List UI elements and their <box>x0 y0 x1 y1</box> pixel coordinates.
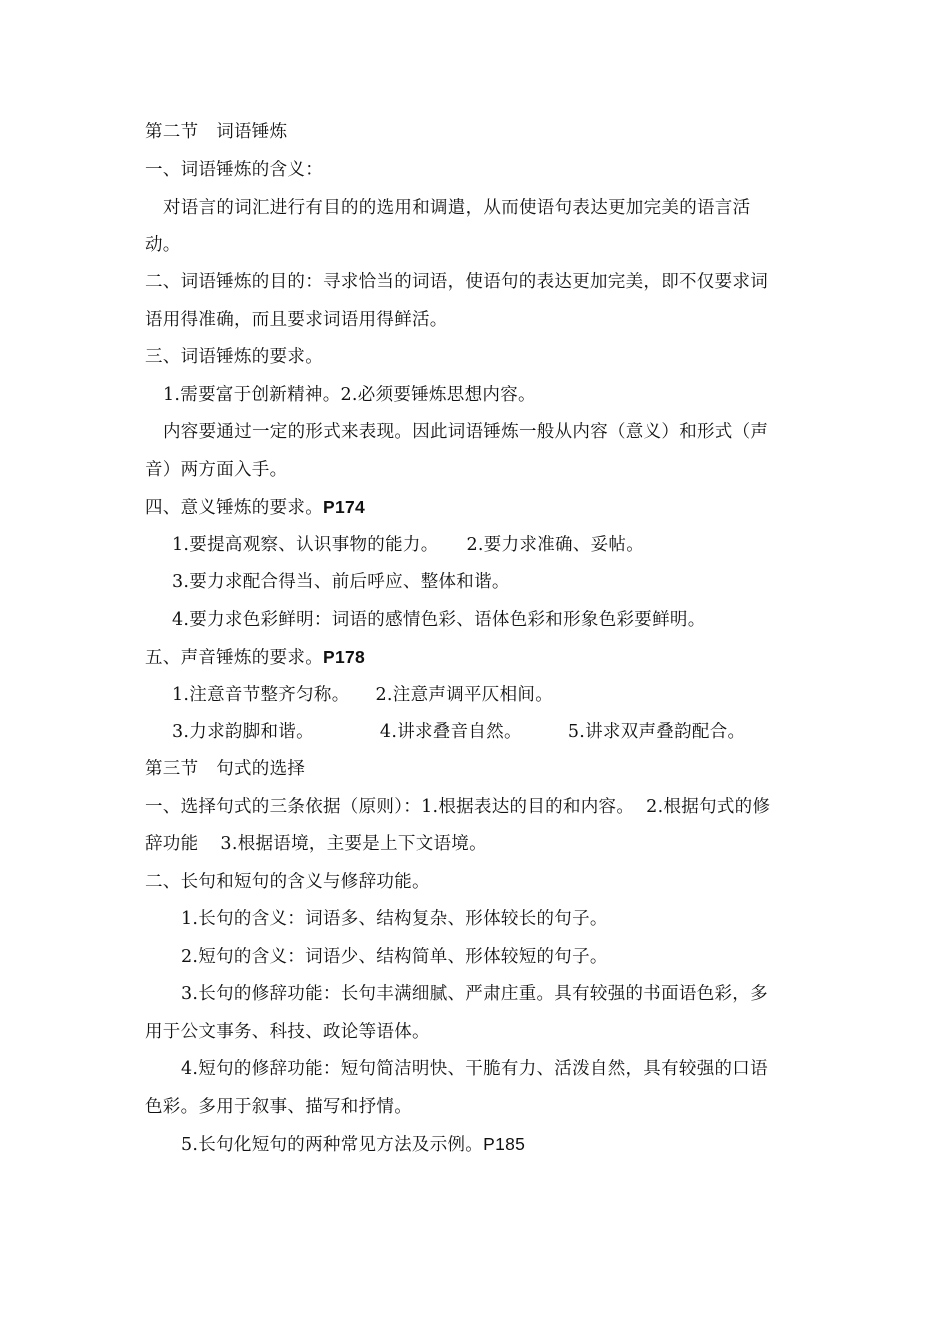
s3-item-1-line-1 <box>145 796 815 818</box>
item-1-paragraph-text-a: 对语言的词汇进行有目的的选用和调遣，从而使语句表达更加完美的语言活 <box>163 198 751 218</box>
s3-item-2-point-3-text-b: 用于公文事务、科技、政论等语体。 <box>145 1022 430 1042</box>
item-5-requirement-4: 4.讲求叠音自然。 <box>379 722 522 742</box>
s3-item-2-point-5: 5.长句化短句的两种常见方法及示例。 <box>181 1135 484 1155</box>
section-3-title-text: 第三节 句式的选择 <box>145 759 306 779</box>
item-2-line-1 <box>145 271 815 293</box>
s3-item-2-point-3-line-2 <box>145 1021 815 1043</box>
item-3-requirement-2: 2.必须要锤炼思想内容。 <box>340 385 536 405</box>
item-3-paragraph-text-b: 音）两方面入手。 <box>145 460 288 480</box>
item-3-paragraph-text-a: 内容要通过一定的形式来表现。因此词语锤炼一般从内容（意义）和形式（声 <box>163 422 769 442</box>
item-2-text-a: 二、词语锤炼的目的：寻求恰当的词语，使语句的表达更加完美，即不仅要求词 <box>145 272 768 292</box>
item-3-heading <box>145 346 815 368</box>
item-1-paragraph-text-b: 动。 <box>145 235 181 255</box>
item-5-requirements-row-1 <box>172 684 842 706</box>
item-5-heading <box>145 646 815 669</box>
item-4-requirement-3: 3.要力求配合得当、前后呼应、整体和谐。 <box>172 572 510 592</box>
item-2-line-2 <box>145 309 815 331</box>
s3-item-2-point-4-line-2 <box>145 1096 815 1118</box>
item-5-requirement-5: 5.讲求双声叠韵配合。 <box>567 722 746 742</box>
item-5-requirement-1: 1.注意音节整齐匀称。 <box>172 685 350 705</box>
item-1-heading-text: 一、词语锤炼的含义： <box>145 160 323 180</box>
item-5-page-ref: P178 <box>323 647 366 667</box>
item-3-paragraph-line-2 <box>145 459 815 481</box>
item-5-requirement-3: 3.力求韵脚和谐。 <box>172 722 314 742</box>
s3-item-2-point-5-page-ref: P185 <box>483 1134 526 1154</box>
item-5-heading-text: 五、声音锤炼的要求。 <box>145 648 323 668</box>
s3-item-1-basis-2-part: 2.根据句式的修 <box>646 797 771 817</box>
s3-item-2-point-3-text-a: 3.长句的修辞功能：长句丰满细腻、严肃庄重。具有较强的书面语色彩，多 <box>181 984 768 1004</box>
s3-item-2-point-3-line-1 <box>181 983 851 1005</box>
s3-item-1-basis-3: 3.根据语境，主要是上下文语境。 <box>220 834 487 854</box>
s3-item-2-heading-text: 二、长句和短句的含义与修辞功能。 <box>145 872 430 892</box>
s3-item-2-heading <box>145 871 815 893</box>
item-4-requirements-row-1 <box>172 534 842 556</box>
item-4-page-ref: P174 <box>323 497 366 517</box>
s3-item-2-point-4-text-b: 色彩。多用于叙事、描写和抒情。 <box>145 1097 412 1117</box>
item-4-requirement-2: 2.要力求准确、妥帖。 <box>466 535 644 555</box>
s3-item-1-basis-2-rest: 辞功能 <box>145 834 199 854</box>
s3-item-2-point-1: 1.长句的含义：词语多、结构复杂、形体较长的句子。 <box>181 909 608 929</box>
item-4-requirement-1: 1.要提高观察、认识事物的能力。 <box>172 535 439 555</box>
item-4-requirement-4-line <box>172 609 842 631</box>
item-3-heading-text: 三、词语锤炼的要求。 <box>145 347 323 367</box>
s3-item-2-point-4-text-a: 4.短句的修辞功能：短句简洁明快、干脆有力、活泼自然，具有较强的口语 <box>181 1059 768 1079</box>
item-1-paragraph-line-2 <box>145 234 815 256</box>
item-1-heading <box>145 159 815 181</box>
s3-item-2-point-2: 2.短句的含义：词语少、结构简单、形体较短的句子。 <box>181 947 608 967</box>
s3-item-1-basis-1: 1.根据表达的目的和内容。 <box>421 797 635 817</box>
item-4-heading <box>145 496 815 519</box>
item-4-heading-text: 四、意义锤炼的要求。 <box>145 498 323 518</box>
s3-item-1-line-2 <box>145 833 815 855</box>
item-5-requirement-2: 2.注意声调平仄相间。 <box>375 685 553 705</box>
s3-item-2-point-2-line <box>181 946 851 968</box>
section-2-title-text: 第二节 词语锤炼 <box>145 122 288 142</box>
section-3-title <box>145 758 815 780</box>
s3-item-1-heading: 一、选择句式的三条依据（原则）： <box>145 797 422 817</box>
item-1-paragraph-line-1 <box>163 197 833 219</box>
s3-item-2-point-1-line <box>181 908 851 930</box>
item-3-requirement-1: 1.需要富于创新精神。 <box>163 385 341 405</box>
s3-item-2-point-5-line <box>181 1133 851 1156</box>
item-5-requirements-row-2 <box>172 721 842 743</box>
item-4-requirement-4: 4.要力求色彩鲜明：词语的感情色彩、语体色彩和形象色彩要鲜明。 <box>172 610 706 630</box>
item-4-requirement-3-line <box>172 571 842 593</box>
section-2-title <box>145 121 815 143</box>
item-3-paragraph-line-1 <box>163 421 833 443</box>
item-2-text-b: 语用得准确，而且要求词语用得鲜活。 <box>145 310 448 330</box>
s3-item-2-point-4-line-1 <box>181 1058 851 1080</box>
item-3-requirements <box>163 384 833 406</box>
